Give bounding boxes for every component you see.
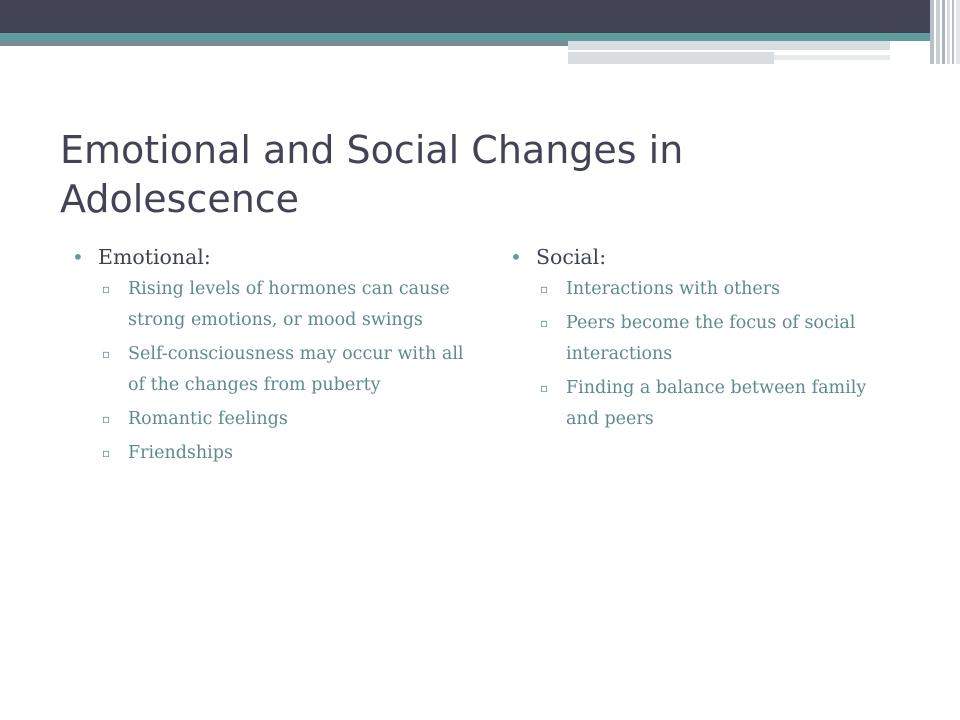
social-heading-label: Social: xyxy=(536,245,607,269)
list-item xyxy=(72,438,468,469)
list-item-text: Romantic feelings xyxy=(128,409,288,429)
slide-title: Emotional and Social Changes in Adolescence xyxy=(60,128,684,221)
square-bullet-icon: ▫ xyxy=(102,446,111,460)
list-item-text: Interactions with others xyxy=(566,279,781,299)
corner-stripe xyxy=(947,0,950,64)
header-bar-light xyxy=(568,41,890,50)
square-bullet-icon: ▫ xyxy=(102,282,111,296)
list-item-text: Self-consciousness may occur with all of the changes from puberty xyxy=(128,344,464,395)
list-item-text: Peers become the focus of social interactions xyxy=(566,313,856,364)
list-item-text: Friendships xyxy=(128,443,233,463)
square-bullet-icon: ▫ xyxy=(540,282,549,296)
social-column xyxy=(510,240,890,438)
corner-stripe xyxy=(952,0,954,64)
list-item xyxy=(510,308,886,370)
corner-stripe xyxy=(930,0,934,64)
list-item xyxy=(72,404,468,435)
list-item xyxy=(510,274,886,305)
social-heading xyxy=(510,240,890,274)
corner-stripe xyxy=(936,0,940,64)
square-bullet-icon: ▫ xyxy=(540,316,549,330)
emotional-column xyxy=(72,240,472,472)
header-bar-light-lower xyxy=(568,52,774,64)
corner-stripe xyxy=(956,0,960,64)
corner-stripes xyxy=(930,0,960,64)
list-item-text: Finding a balance between family and peers xyxy=(566,378,867,429)
emotional-heading xyxy=(72,240,472,274)
list-item-text: Rising levels of hormones can cause strong emotions, or mood swings xyxy=(128,279,450,330)
header-bar-light-tail xyxy=(774,55,890,60)
bullet-icon: • xyxy=(72,245,84,269)
bullet-icon: • xyxy=(510,245,522,269)
list-item xyxy=(72,339,468,401)
square-bullet-icon: ▫ xyxy=(540,381,549,395)
header-bar-gray xyxy=(0,41,568,46)
list-item xyxy=(510,373,886,435)
corner-stripe xyxy=(942,0,945,64)
emotional-heading-label: Emotional: xyxy=(98,245,211,269)
list-item xyxy=(72,274,468,336)
header-bar-teal xyxy=(0,33,930,41)
square-bullet-icon: ▫ xyxy=(102,412,111,426)
header-bar-dark xyxy=(0,0,930,33)
square-bullet-icon: ▫ xyxy=(102,347,111,361)
